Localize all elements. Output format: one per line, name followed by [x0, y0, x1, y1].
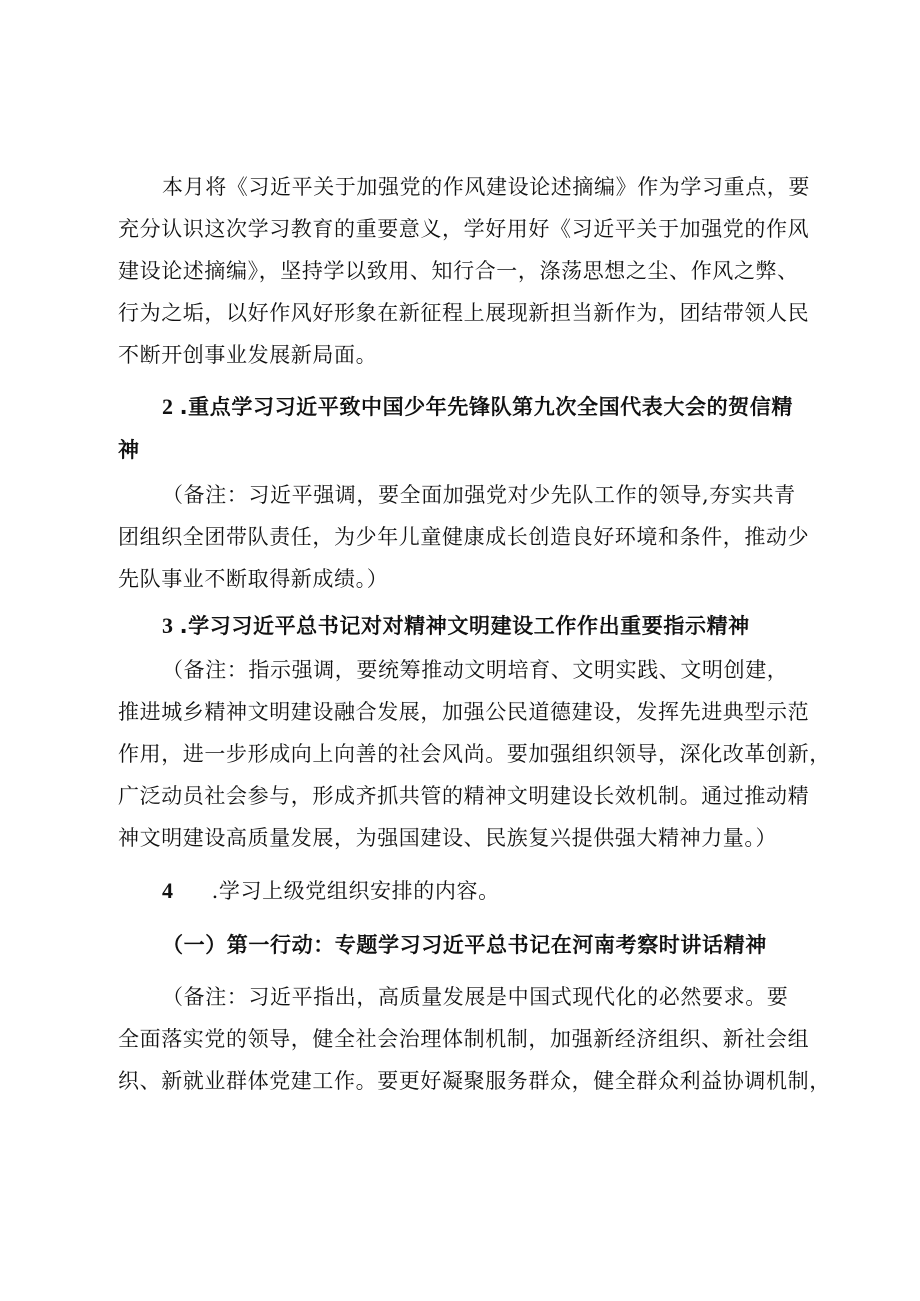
item-2-heading-continued: 神 [118, 438, 140, 462]
paragraph-line: 充分认识这次学习教育的重要意义，学好用好《习近平关于加强党的作风 [118, 217, 810, 241]
item-4 [162, 876, 862, 906]
paragraph-line: 不断开创事业发展新局面。 [118, 343, 378, 367]
item-4-text: .学习上级党组织安排的内容。 [211, 879, 500, 903]
item-3-heading [162, 611, 862, 641]
note-line: （备注：习近平强调，要全面加强党对少先队工作的领导,夯实共青 [162, 483, 796, 507]
item-3-heading-text: .学习习近平总书记对对精神文明建设工作作出重要指示精神 [179, 614, 750, 638]
note-line: 全面落实党的领导，健全社会治理体制机制，加强新经济组织、新社会组 [118, 1027, 810, 1051]
section-1-heading: （一）第一行动：专题学习习近平总书记在河南考察时讲话精神 [162, 933, 767, 957]
note-line: （备注：习近平指出，高质量发展是中国式现代化的必然要求。要 [162, 985, 789, 1009]
paragraph-line: 建设论述摘编》，坚持学以致用、知行合一，涤荡思想之尘、作风之弊、 [118, 259, 799, 283]
note-line: 广泛动员社会参与，形成齐抓共管的精神文明建设长效机制。通过推动精 [118, 784, 810, 808]
item-3-number: 3 [162, 613, 174, 638]
paragraph-line: 行为之垢，以好作风好形象在新征程上展现新担当新作为，团结带领人民 [118, 301, 810, 325]
note-line: 推进城乡精神文明建设融合发展，加强公民道德建设，发挥先进典型示范 [118, 700, 810, 724]
note-line: 先队事业不断取得新成绩。） [118, 567, 389, 591]
item-2-heading [162, 392, 862, 422]
item-2-heading-text: .重点学习习近平致中国少年先锋队第九次全国代表大会的贺信精 [179, 395, 793, 419]
item-4-number: 4 [162, 878, 174, 903]
note-line: 神文明建设高质量发展，为强国建设、民族复兴提供强大精神力量。） [118, 826, 778, 850]
paragraph-line: 本月将《习近平关于加强党的作风建设论述摘编》作为学习重点，要 [162, 175, 810, 199]
note-line: 织、新就业群体党建工作。要更好凝聚服务群众，健全群众利益协调机制， [118, 1069, 831, 1093]
note-line: 作用，进一步形成向上向善的社会风尚。要加强组织领导，深化改革创新， [118, 742, 831, 766]
item-2-number: 2 [162, 394, 174, 419]
note-line: 团组织全团带队责任，为少年儿童健康成长创造良好环境和条件，推动少 [118, 525, 810, 549]
note-line: （备注：指示强调，要统筹推动文明培育、文明实践、文明创建， [162, 658, 789, 682]
